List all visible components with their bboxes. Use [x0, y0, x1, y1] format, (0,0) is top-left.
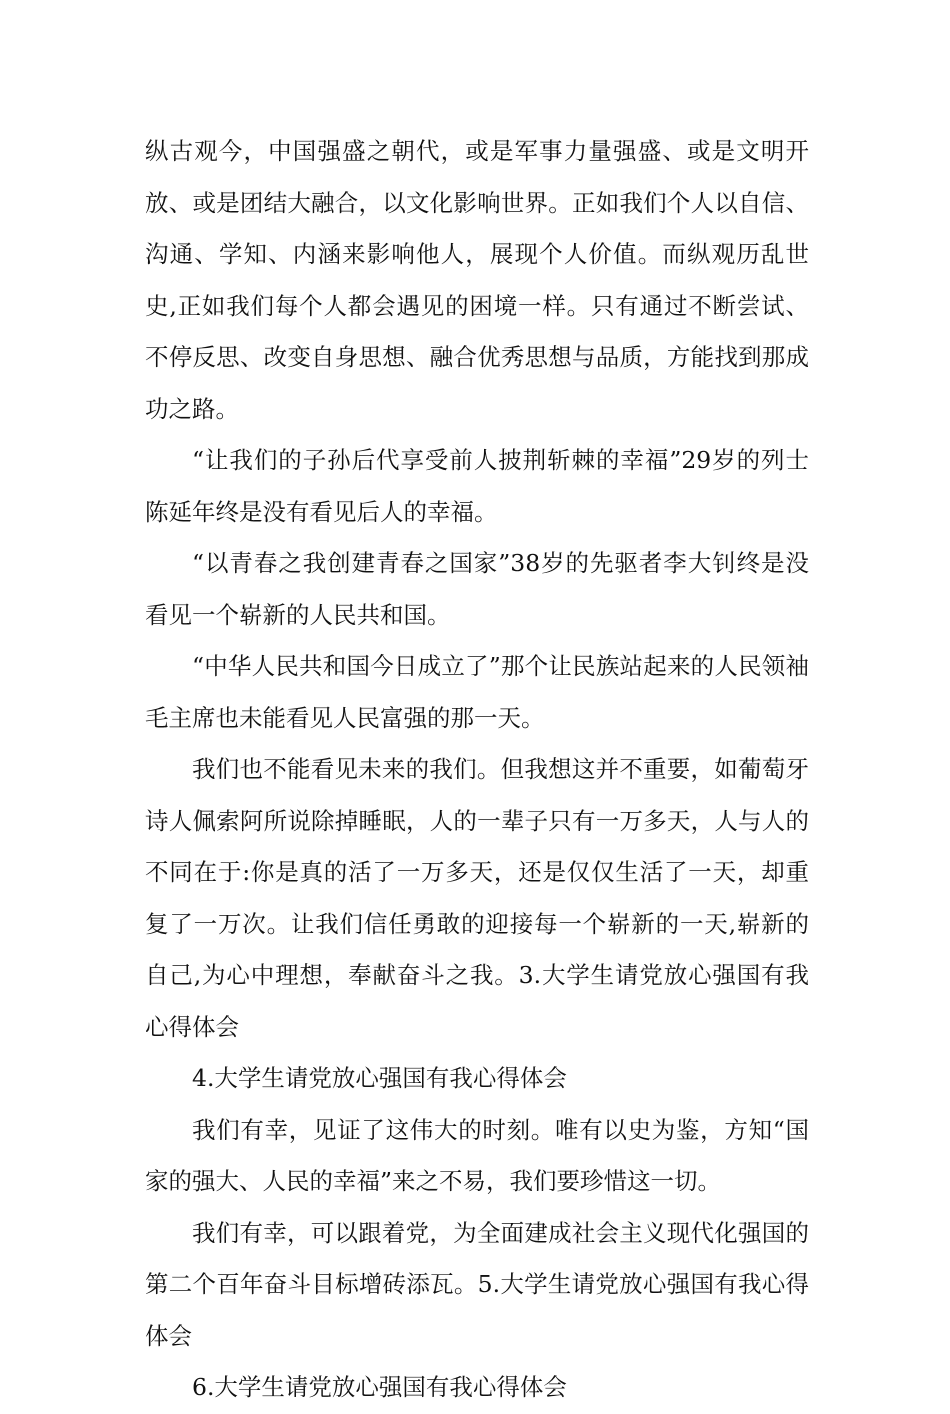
paragraph-6-heading: 4.大学生请党放心强国有我心得体会 [192, 1064, 567, 1092]
paragraph-7: 我们有幸，见证了这伟大的时刻。唯有以史为鉴，方知“国家的强大、人民的幸福”来之不易，我们要珍惜这一切。 [145, 1115, 809, 1195]
paragraph-1: 纵古观今，中国强盛之朝代，或是军事力量强盛、或是文明开放、或是团结大融合，以文化影响世界。正如我们个人以自信、沟通、学知、内涵来影响他人，展现个人价值。而纵观历乱世史,正如我们每个人都会遇见的困境一样。只有通过不断尝试、不停反思、改变自身思想、融合优秀思想与品质，方能找到那成功之路。 [145, 137, 809, 423]
paragraph-2: “让我们的子孙后代享受前人披荆斩棘的幸福”29岁的列士陈延年终是没有看见后人的幸福。 [145, 446, 809, 526]
paragraph-4: “中华人民共和国今日成立了”那个让民族站起来的人民领袖毛主席也未能看见人民富强的那一天。 [145, 652, 809, 732]
document-page [145, 126, 809, 1414]
paragraph-3: “以青春之我创建青春之国家”38岁的先驱者李大钊终是没看见一个崭新的人民共和国。 [145, 549, 809, 629]
paragraph-9-heading: 6.大学生请党放心强国有我心得体会 [192, 1373, 567, 1401]
paragraph-8: 我们有幸，可以跟着党，为全面建成社会主义现代化强国的第二个百年奋斗目标增砖添瓦。5.大学生请党放心强国有我心得体会 [145, 1218, 809, 1350]
paragraph-5: 我们也不能看见未来的我们。但我想这并不重要，如葡萄牙诗人佩索阿所说除掉睡眠，人的一辈子只有一万多天，人与人的不同在于:你是真的活了一万多天，还是仅仅生活了一天，却重复了一万次。让我们信任勇敢的迎接每一个崭新的一天,崭新的自己,为心中理想，奉献奋斗之我。3.大学生请党放心强国有我心得体会 [145, 755, 809, 1041]
